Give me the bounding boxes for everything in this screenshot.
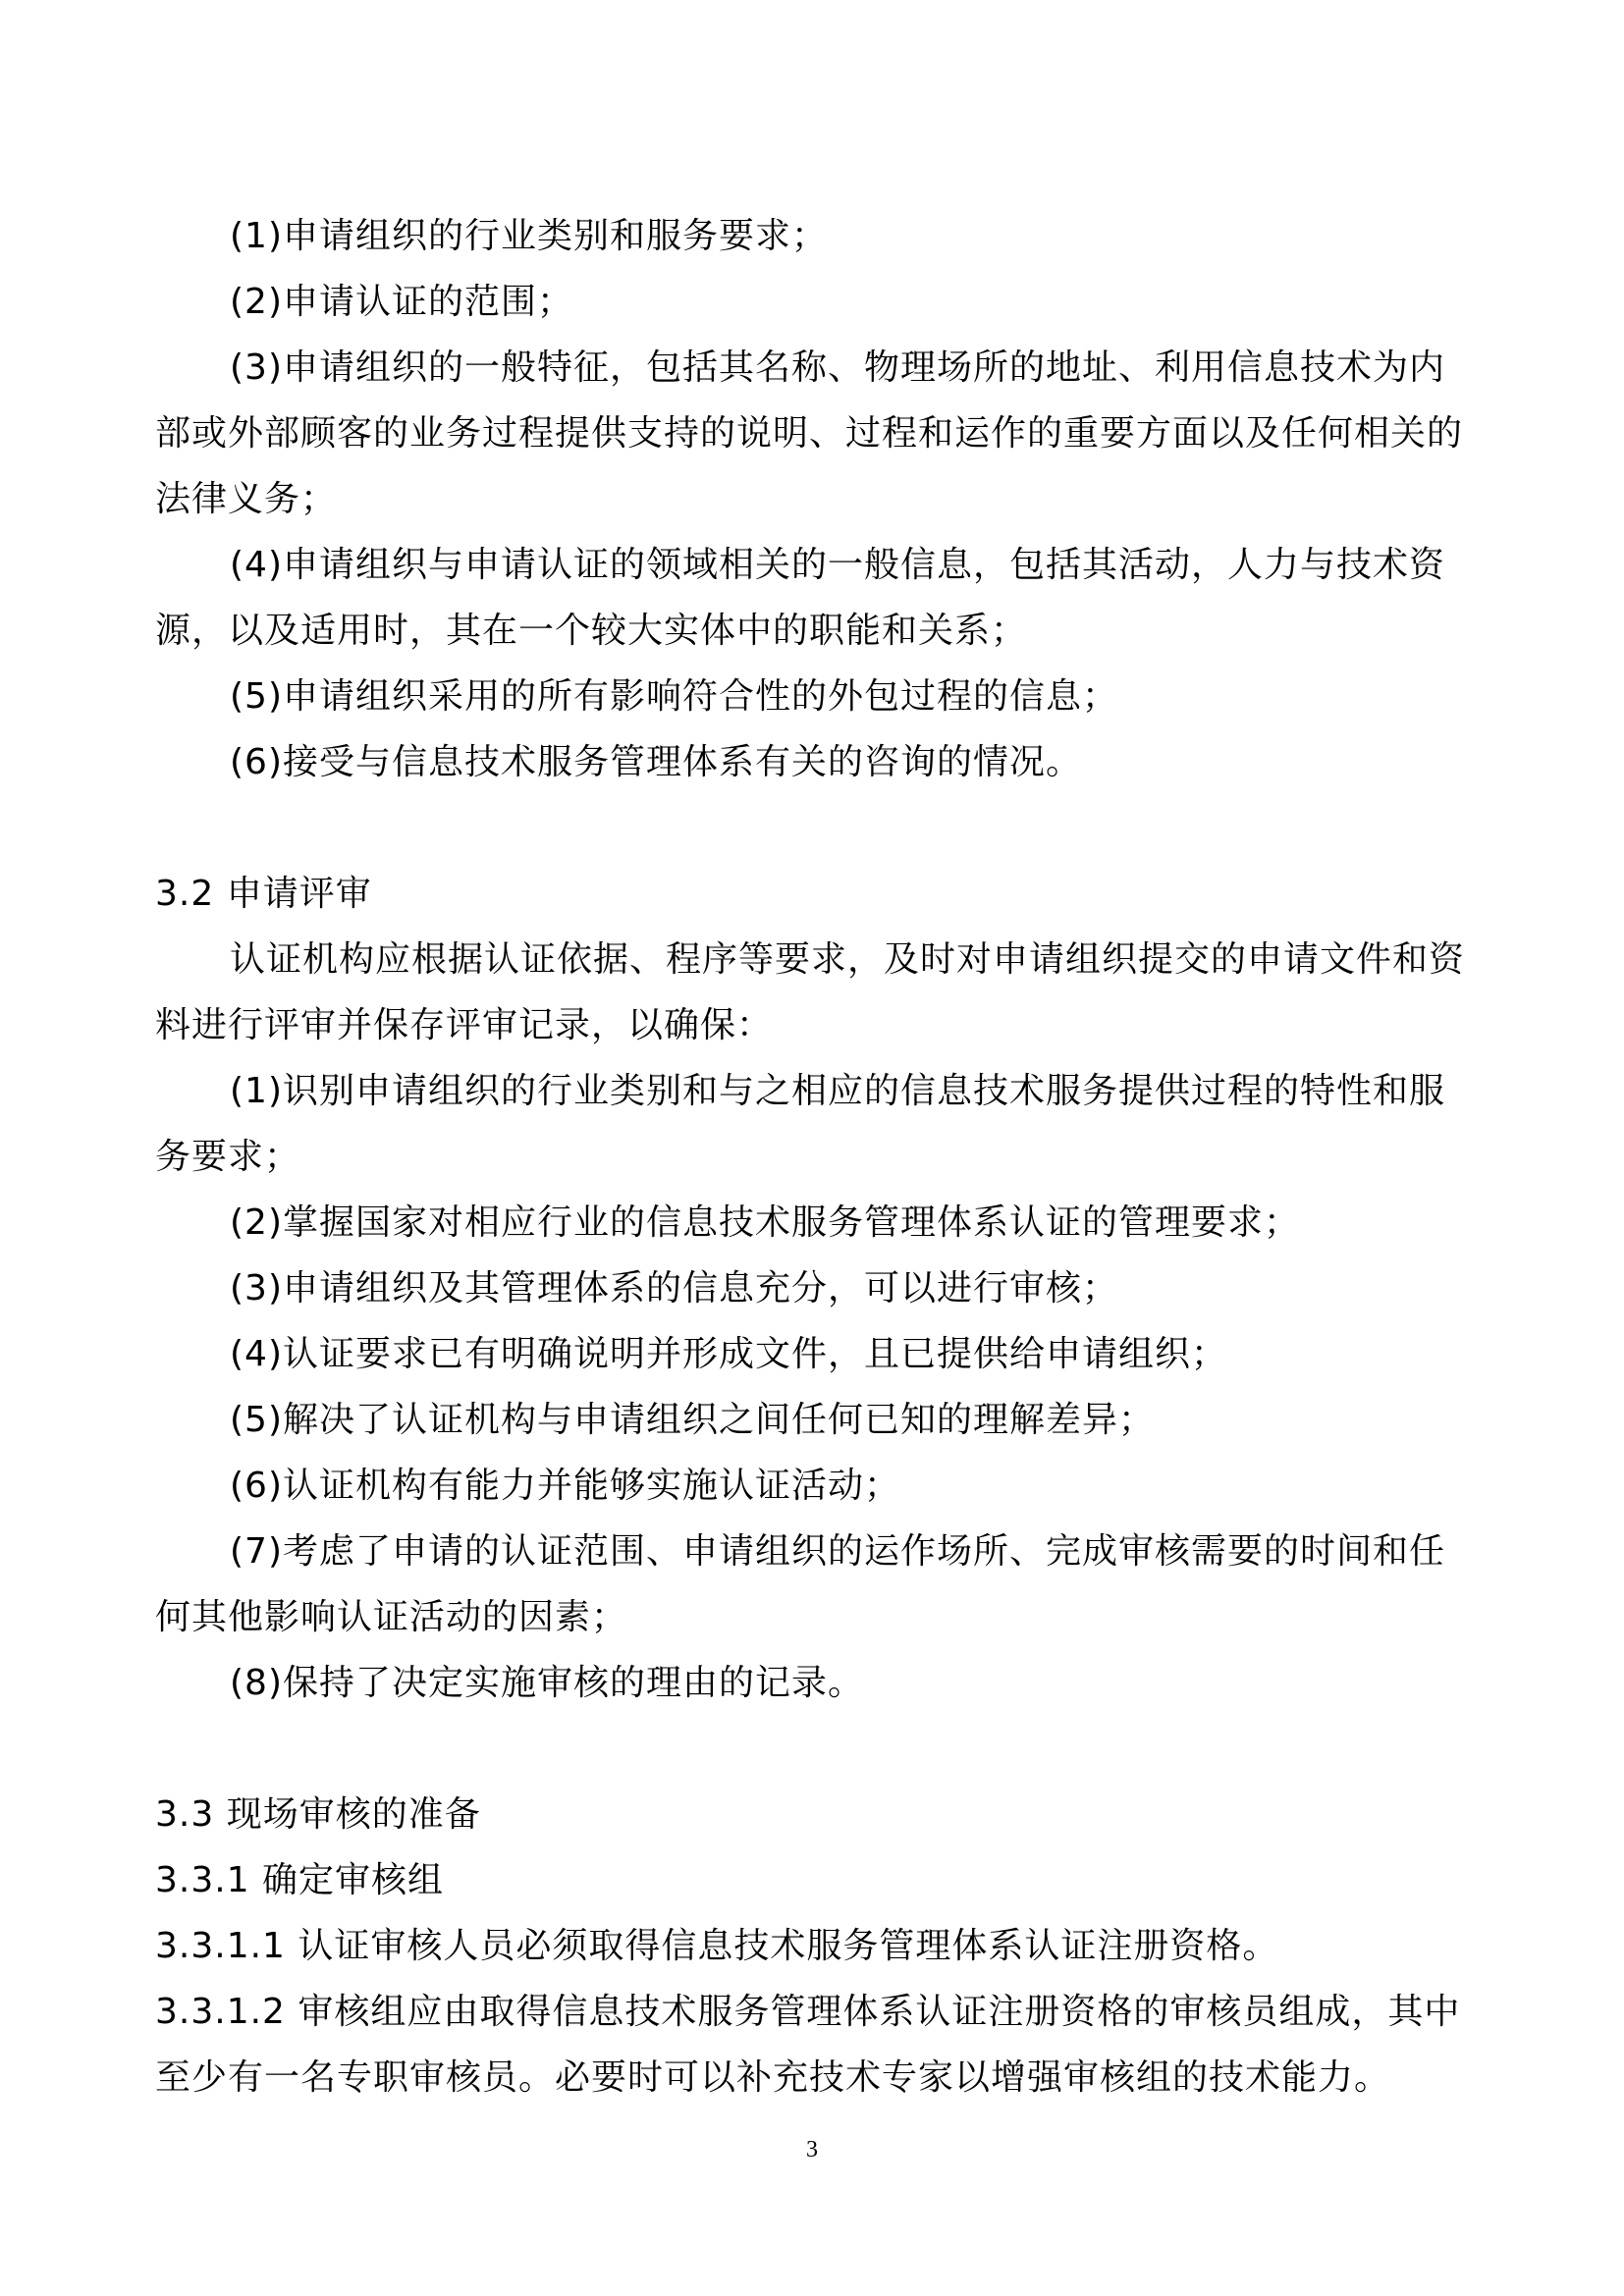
section-gap <box>155 1716 1476 1782</box>
list-item: (2)申请认证的范围； <box>230 282 573 322</box>
clause-3-3-1-1: 3.3.1.1 认证审核人员必须取得信息技术服务管理体系认证注册资格。 <box>155 1926 1279 1966</box>
list-item: (6)认证机构有能力并能够实施认证活动； <box>230 1466 900 1506</box>
list-item: (1)识别申请组织的行业类别和与之相应的信息技术服务提供过程的特性和服务要求； <box>155 1071 1445 1177</box>
list-item: (1)申请组织的行业类别和服务要求； <box>230 216 828 256</box>
section-gap <box>155 795 1476 861</box>
list-item: (7)考虑了申请的认证范围、申请组织的运作场所、完成审核需要的时间和任何其他影响认证活动的因素； <box>155 1531 1445 1637</box>
list-item: (8)保持了决定实施审核的理由的记录。 <box>230 1663 864 1703</box>
page-number: 3 <box>806 2137 818 2163</box>
list-item: (3)申请组织的一般特征，包括其名称、物理场所的地址、利用信息技术为内部或外部顾客的业务过程提供支持的说明、过程和运作的重要方面以及任何相关的法律义务； <box>155 347 1464 519</box>
clause-3-3-1-2: 3.3.1.2 审核组应由取得信息技术服务管理体系认证注册资格的审核员组成，其中至少有一名专职审核员。必要时可以补充技术专家以增强审核组的技术能力。 <box>155 1992 1461 2098</box>
page-content <box>155 203 1476 2110</box>
list-item: (4)认证要求已有明确说明并形成文件，且已提供给申请组织； <box>230 1334 1227 1374</box>
list-item: (4)申请组织与申请认证的领域相关的一般信息，包括其活动，人力与技术资源，以及适用时，其在一个较大实体中的职能和关系； <box>155 545 1445 651</box>
section-heading-3-2: 3.2 申请评审 <box>155 874 372 914</box>
list-item: (3)申请组织及其管理体系的信息充分，可以进行审核； <box>230 1268 1118 1308</box>
section-heading-3-3: 3.3 现场审核的准备 <box>155 1794 481 1835</box>
list-item: (2)掌握国家对相应行业的信息技术服务管理体系认证的管理要求； <box>230 1202 1300 1243</box>
subsection-heading-3-3-1: 3.3.1 确定审核组 <box>155 1860 445 1900</box>
section-intro: 认证机构应根据认证依据、程序等要求，及时对申请组织提交的申请文件和资料进行评审并保存评审记录，以确保： <box>155 939 1466 1045</box>
list-item: (5)解决了认证机构与申请组织之间任何已知的理解差异； <box>230 1400 1155 1440</box>
list-item: (6)接受与信息技术服务管理体系有关的咨询的情况。 <box>230 742 1082 782</box>
list-item: (5)申请组织采用的所有影响符合性的外包过程的信息； <box>230 676 1118 717</box>
